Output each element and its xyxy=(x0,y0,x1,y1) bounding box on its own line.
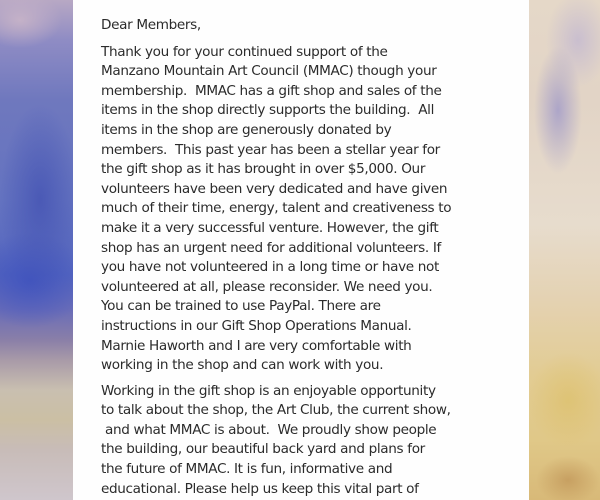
paragraph-line: make it a very successful venture. However, the gift xyxy=(101,219,439,236)
paragraph-line: the future of MMAC. It is fun, informative and xyxy=(101,461,393,478)
paragraph-line: and what MMAC is about. We proudly show people xyxy=(101,421,437,438)
paragraph-line: members. This past year has been a stellar year for xyxy=(101,141,440,158)
paragraph-line: items in the shop directly supports the building. All xyxy=(101,102,435,119)
paragraph-line: Working in the gift shop is an enjoyable opportunity xyxy=(101,382,436,399)
paragraph-line: educational. Please help us keep this vital part of xyxy=(101,480,419,497)
paragraph-line: much of their time, energy, talent and creativeness to xyxy=(101,200,452,217)
paragraph-line: instructions in our Gift Shop Operations Manual. xyxy=(101,317,412,334)
paragraph-line: the gift shop as it has brought in over $5,000. Our xyxy=(101,161,426,178)
paragraph-line: Manzano Mountain Art Council (MMAC) though your xyxy=(101,63,437,80)
paragraph-line: shop has an urgent need for additional volunteers. If xyxy=(101,239,441,256)
letter-body xyxy=(101,16,529,499)
letter-paragraph-1 xyxy=(101,43,529,376)
paragraph-line: you have not volunteered in a long time or have not xyxy=(101,259,439,276)
watercolor-right-panel xyxy=(528,0,600,500)
paragraph-line: working in the shop and can work with you. xyxy=(101,357,384,374)
watercolor-left-panel xyxy=(0,0,80,500)
paragraph-line: items in the shop are generously donated by xyxy=(101,121,392,138)
paragraph-line: You can be trained to use PayPal. There are xyxy=(101,298,381,315)
paragraph-line: volunteered at all, please reconsider. We need you. xyxy=(101,278,433,295)
paragraph-line: the building, our beautiful back yard and plans for xyxy=(101,441,425,458)
paragraph-line: membership. MMAC has a gift shop and sales of the xyxy=(101,82,442,99)
letter-greeting: Dear Members, xyxy=(101,17,201,33)
paragraph-line: Marnie Haworth and I are very comfortable with xyxy=(101,337,412,354)
paragraph-line: to talk about the shop, the Art Club, the current show, xyxy=(101,402,451,419)
letter-paragraph-2 xyxy=(101,382,529,500)
paragraph-line: Thank you for your continued support of the xyxy=(101,43,388,60)
paragraph-line: volunteers have been very dedicated and have given xyxy=(101,180,448,197)
